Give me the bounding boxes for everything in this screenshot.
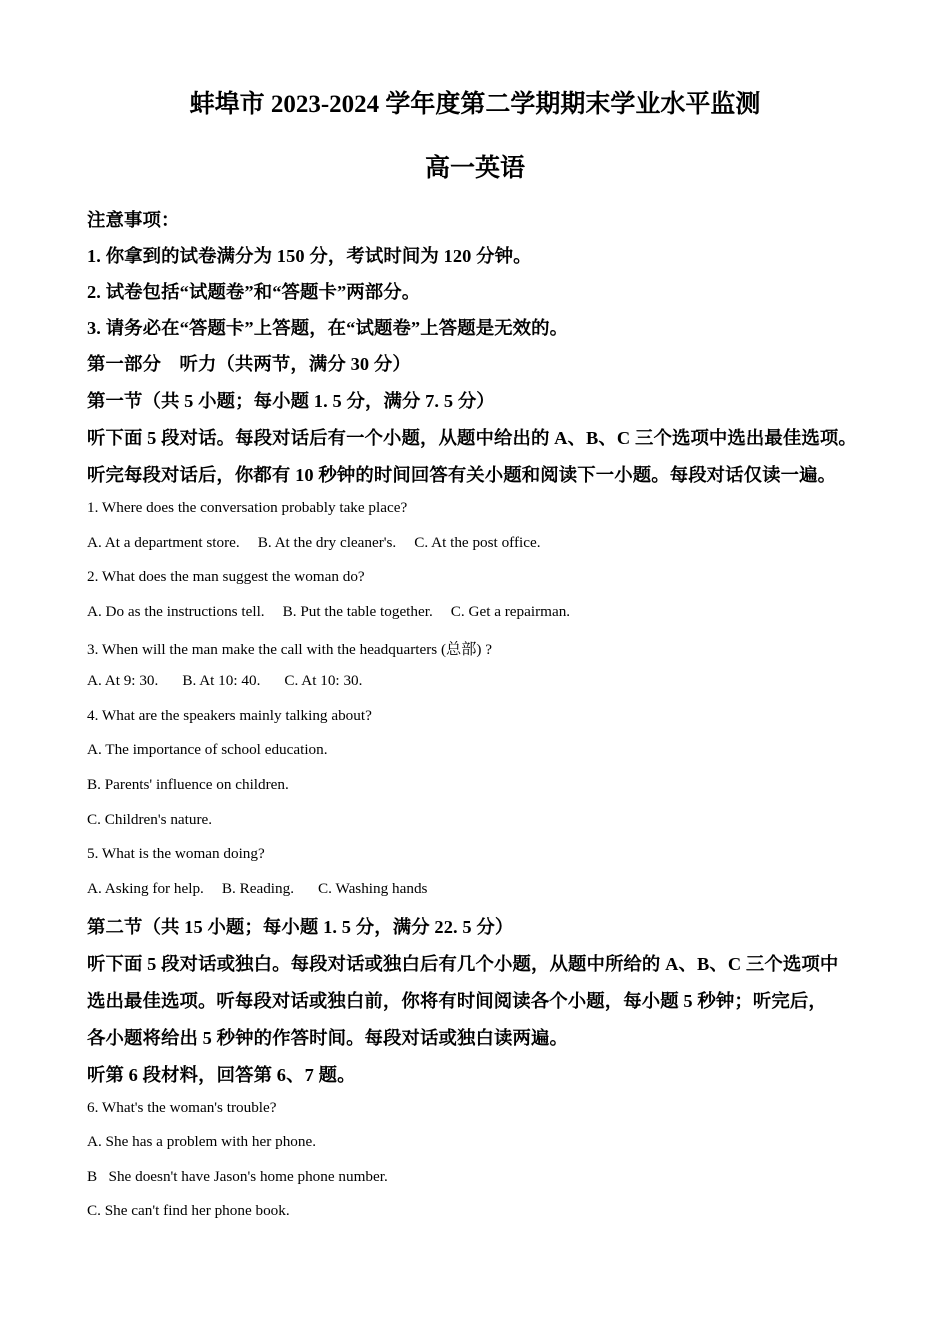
question-4-option-a: A. The importance of school education. <box>87 741 328 758</box>
question-5: 5. What is the woman doing? <box>87 845 265 862</box>
part1-heading: 第一部分 听力（共两节，满分 30 分） <box>87 354 411 374</box>
question-6-option-a: A. She has a problem with her phone. <box>87 1133 317 1150</box>
notice-item-3: 3. 请务必在“答题卡”上答题，在“试题卷”上答题是无效的。 <box>87 318 569 338</box>
question-3: 3. When will the man make the call with the headquarters (总部) ? <box>87 641 493 658</box>
question-3-options <box>87 672 380 690</box>
question-6-option-b: B She doesn't have Jason's home phone number. <box>87 1168 388 1185</box>
option-b: B. At 10: 40. <box>182 672 261 689</box>
option-c: C. Washing hands <box>318 880 428 897</box>
question-2: 2. What does the man suggest the woman do? <box>87 568 365 585</box>
option-b: B. Put the table together. <box>282 603 433 620</box>
option-b: B. Reading. <box>221 880 294 897</box>
option-a: A. At a department store. <box>87 534 240 551</box>
question-4-option-c: C. Children's nature. <box>87 811 213 828</box>
option-b: B. At the dry cleaner's. <box>257 534 397 551</box>
question-1-options <box>87 534 559 552</box>
material-6-heading: 听第 6 段材料，回答第 6、7 题。 <box>87 1065 356 1085</box>
notice-item-1: 1. 你拿到的试卷满分为 150 分，考试时间为 120 分钟。 <box>87 246 532 266</box>
notice-heading: 注意事项： <box>87 210 180 230</box>
option-a: A. Do as the instructions tell. <box>87 603 265 620</box>
section2-heading: 第二节（共 15 小题；每小题 1. 5 分，满分 22. 5 分） <box>87 917 514 937</box>
section1-heading: 第一节（共 5 小题；每小题 1. 5 分，满分 7. 5 分） <box>87 391 495 411</box>
question-4: 4. What are the speakers mainly talking about? <box>87 707 372 724</box>
option-c: C. At the post office. <box>414 534 541 551</box>
question-5-options <box>87 880 445 898</box>
option-a: A. At 9: 30. <box>87 672 159 689</box>
page-title: 蚌埠市 2023-2024 学年度第二学期期末学业水平监测 <box>189 91 761 118</box>
question-6: 6. What's the woman's trouble? <box>87 1099 277 1116</box>
notice-item-2: 2. 试卷包括“试题卷”和“答题卡”两部分。 <box>87 282 421 302</box>
question-1: 1. Where does the conversation probably take place? <box>87 499 408 516</box>
option-a: A. Asking for help. <box>87 880 204 897</box>
section2-instruction-3: 各小题将给出 5 秒钟的作答时间。每段对话或独白读两遍。 <box>87 1028 568 1048</box>
option-c: C. At 10: 30. <box>284 672 363 689</box>
question-6-option-c: C. She can't find her phone book. <box>87 1202 290 1219</box>
page-subtitle: 高一英语 <box>424 155 525 182</box>
option-c: C. Get a repairman. <box>450 603 571 620</box>
section2-instruction-2: 选出最佳选项。听每段对话或独白前，你将有时间阅读各个小题，每小题 5 秒钟；听完后， <box>87 991 827 1011</box>
question-4-option-b: B. Parents' influence on children. <box>87 776 289 793</box>
question-2-options <box>87 603 588 621</box>
section1-instruction-1: 听下面 5 段对话。每段对话后有一个小题，从题中给出的 A、B、C 三个选项中选出最佳选项。 <box>87 428 857 448</box>
section1-instruction-2: 听完每段对话后，你都有 10 秒钟的时间回答有关小题和阅读下一小题。每段对话仅读一遍。 <box>87 465 837 485</box>
section2-instruction-1: 听下面 5 段对话或独白。每段对话或独白后有几个小题，从题中所给的 A、B、C 三个选项中 <box>87 954 839 974</box>
